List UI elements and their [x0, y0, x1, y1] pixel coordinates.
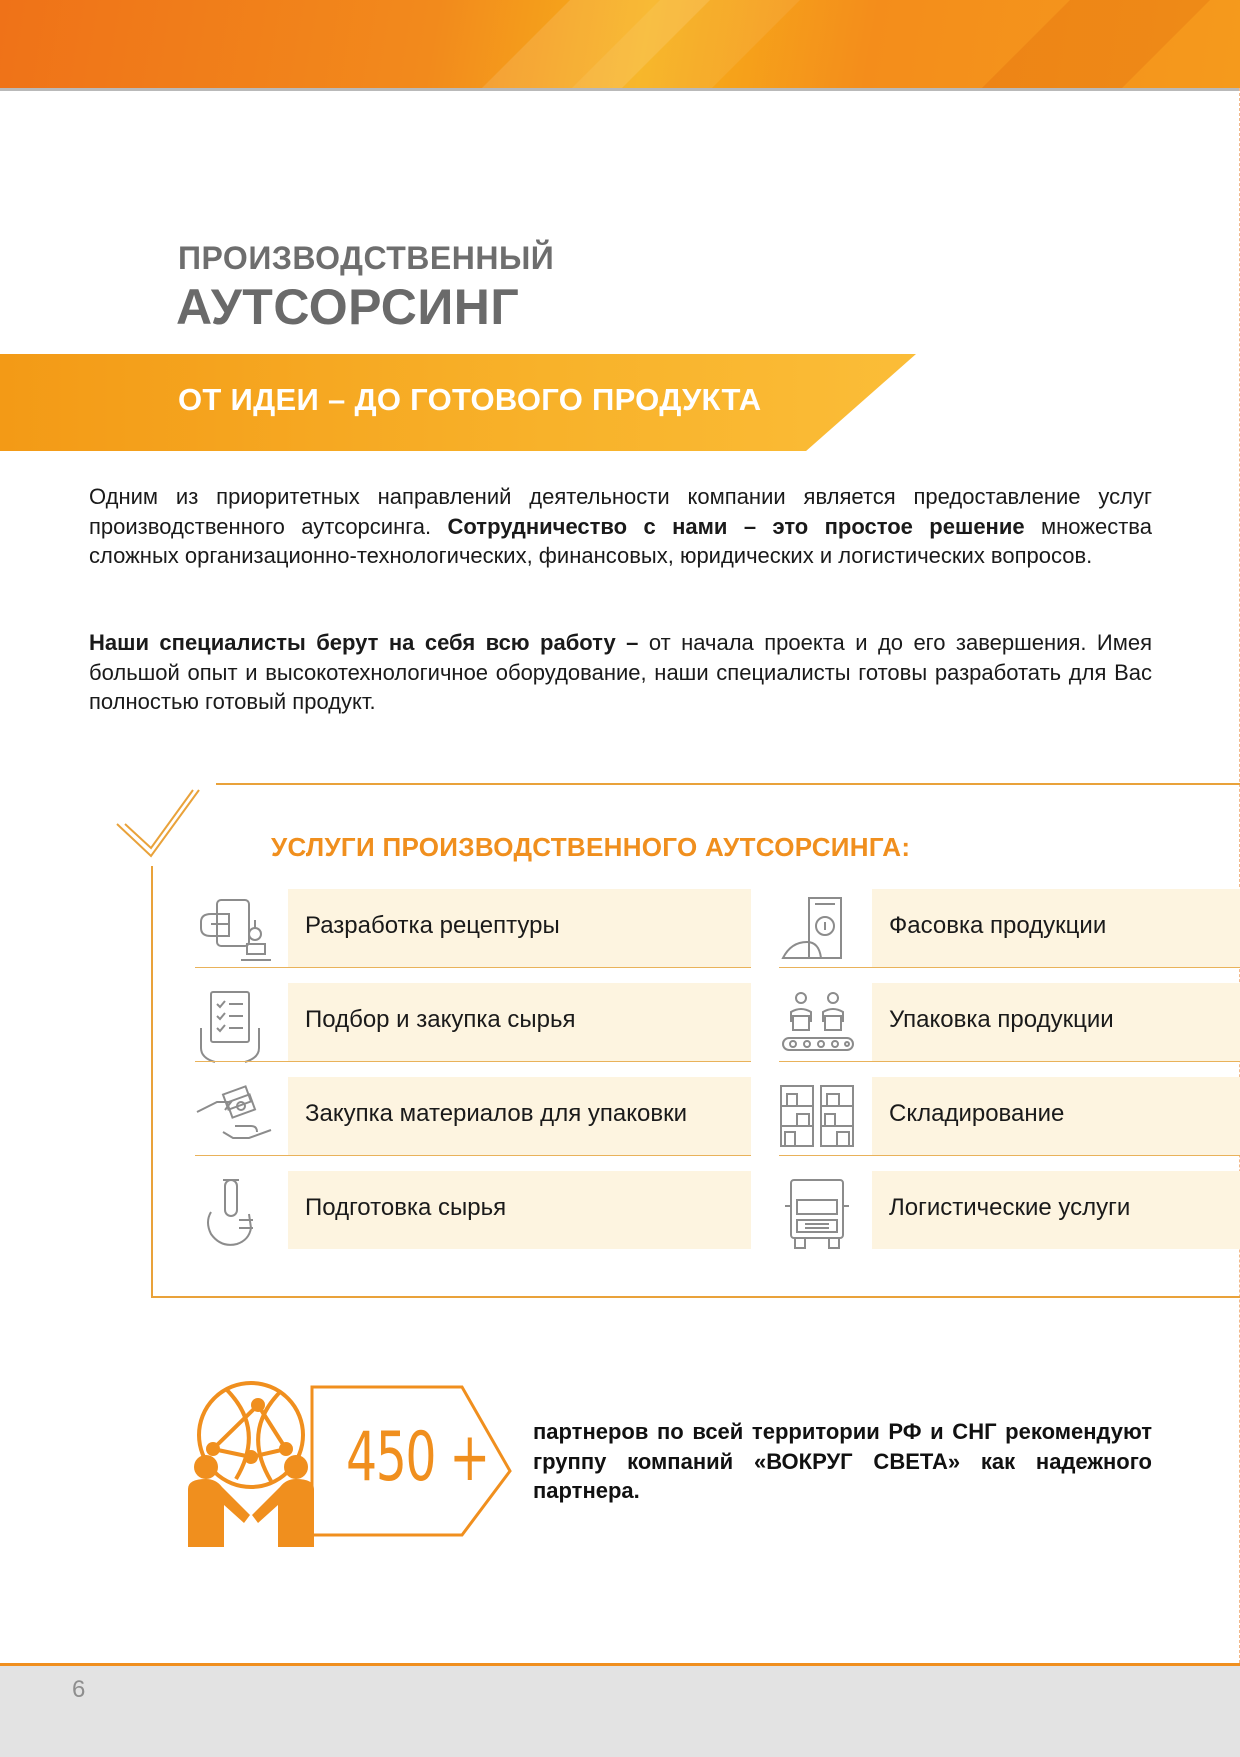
- intro-highlight: Сотрудничество с нами – это простое решение: [447, 513, 1025, 539]
- services-title: УСЛУГИ ПРОИЗВОДСТВЕННОГО АУТСОРСИНГА:: [271, 832, 911, 862]
- service-item: [779, 982, 1240, 1076]
- page-title-line1: ПРОИЗВОДСТВЕННЫЙ: [178, 240, 555, 276]
- intro-text: от начала проекта и до его завершения. Имея большой опыт и высокотехнологичное оборудование, наши специалисты готовы разработать для Вас полностью готовый продукт.: [89, 630, 1152, 714]
- partners-count: 450 +: [346, 1418, 489, 1497]
- service-label: Разработка рецептуры: [305, 912, 560, 939]
- intro-paragraph-1: [89, 482, 1152, 571]
- service-item: [195, 1076, 751, 1170]
- service-label: Логистические услуги: [889, 1194, 1131, 1221]
- service-divider: [779, 1155, 1240, 1156]
- service-item: [195, 982, 751, 1076]
- warehouse-shelves-icon: [779, 1082, 857, 1160]
- service-label: Складирование: [889, 1100, 1065, 1127]
- service-label: Закупка материалов для упаковки: [305, 1100, 687, 1127]
- service-label: Подбор и закупка сырья: [305, 1006, 576, 1033]
- page-title-line2: АУТСОРСИНГ: [176, 279, 520, 335]
- service-divider: [195, 967, 751, 968]
- slogan-text: ОТ ИДЕИ – ДО ГОТОВОГО ПРОДУКТА: [178, 382, 762, 417]
- page-number: 6: [72, 1676, 86, 1703]
- intro-paragraph-2: [89, 628, 1152, 717]
- truck-icon: [779, 1176, 857, 1254]
- header-stripe: [950, 0, 1230, 91]
- intro-highlight: Наши специалисты берут на себя всю работу –: [89, 630, 639, 655]
- money-hands-icon: [195, 1082, 273, 1160]
- service-label: Фасовка продукции: [889, 912, 1107, 939]
- partners-description: партнеров по всей территории РФ и СНГ рекомендуют группу компаний «ВОКРУГ СВЕТА» как надежного партнера.: [533, 1419, 1152, 1503]
- services-frame-bottom: [151, 1296, 1240, 1298]
- checkmark-icon: [115, 786, 201, 870]
- header-band: [0, 0, 1240, 91]
- services-frame-left: [151, 866, 153, 1296]
- service-divider: [779, 967, 1240, 968]
- services-column-right: [779, 888, 1240, 1264]
- conveyor-workers-icon: [779, 988, 857, 1066]
- service-divider: [195, 1155, 751, 1156]
- service-divider: [779, 1061, 1240, 1062]
- service-item: [779, 1170, 1240, 1264]
- checklist-icon: [195, 988, 273, 1066]
- service-item: [779, 888, 1240, 982]
- service-item: [779, 1076, 1240, 1170]
- service-label: Подготовка сырья: [305, 1194, 507, 1221]
- services-column-left: [195, 888, 751, 1264]
- service-divider: [195, 1061, 751, 1062]
- test-tube-hand-icon: [195, 1176, 273, 1254]
- service-item: [195, 1170, 751, 1264]
- service-item: [195, 888, 751, 982]
- page-footer: [0, 1663, 1240, 1757]
- intro-text: множества сложных организационно-технологических, финансовых, юридических и логистических вопросов.: [89, 513, 1152, 568]
- recipe-development-icon: [195, 894, 273, 972]
- service-label: Упаковка продукции: [889, 1006, 1114, 1033]
- services-frame-top: [216, 783, 1240, 785]
- package-bag-icon: [779, 894, 857, 972]
- intro-text: Одним из приоритетных направлений деятельности компании является предоставление услуг производственного аутсорсинга.: [89, 484, 1152, 539]
